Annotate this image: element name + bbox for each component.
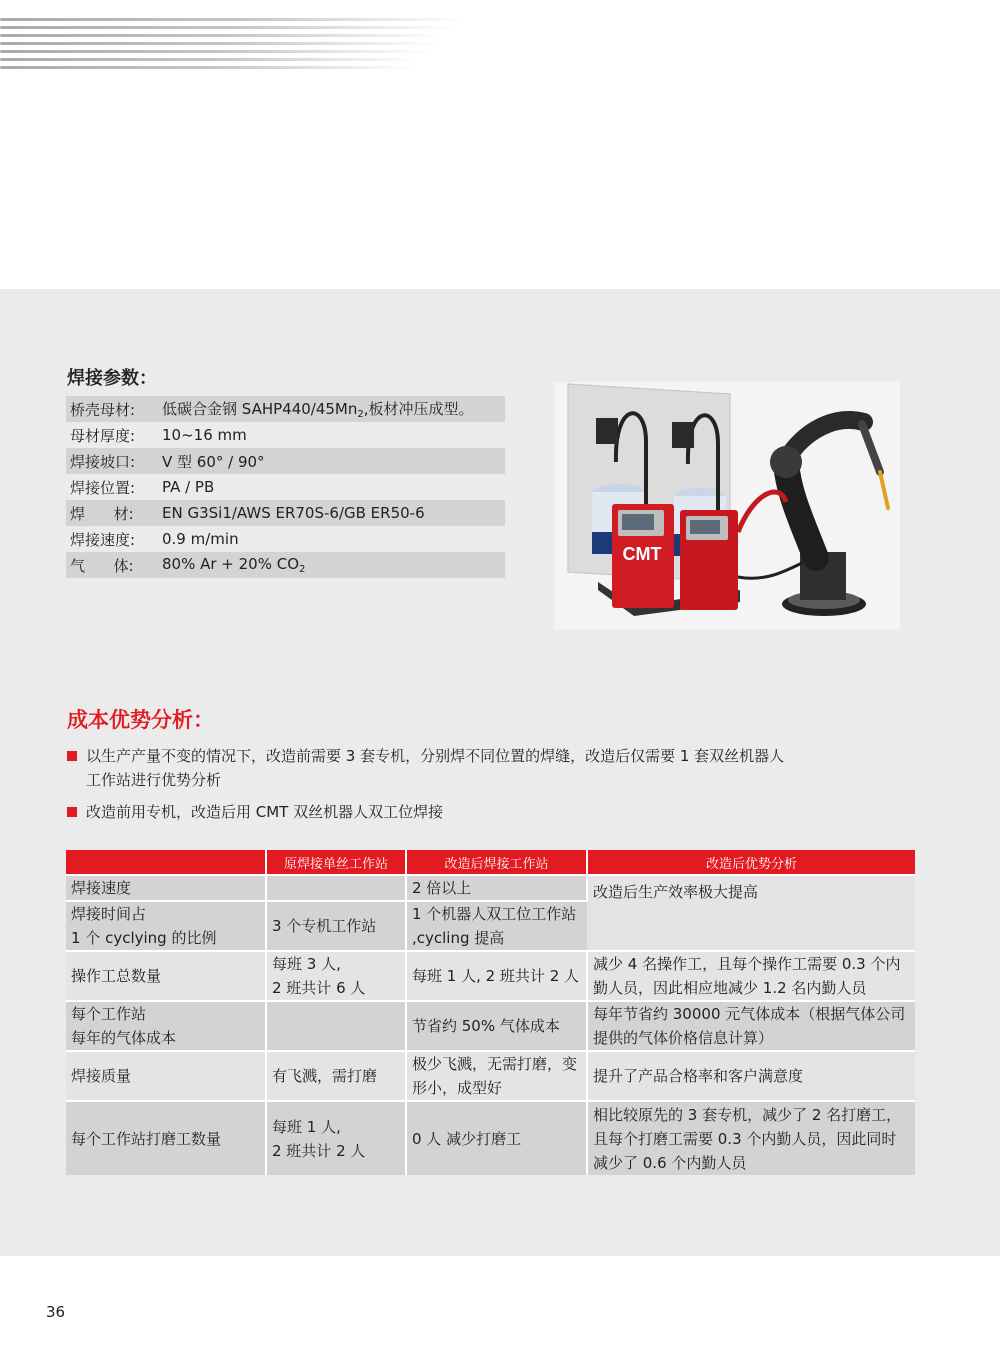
cost-bullets	[67, 744, 827, 832]
cell-before: 每班 1 人, 2 班共计 2 人	[266, 1101, 406, 1175]
cell-advantage: 改造后生产效率极大提高	[587, 875, 915, 951]
comparison-table	[66, 850, 915, 1175]
cell-before: 每班 3 人, 2 班共计 6 人	[266, 951, 406, 1001]
page-number: 36	[46, 1303, 66, 1321]
bullet-item	[67, 744, 827, 792]
param-value: 低碳合金钢 $SAHP440/45Mn_2$,板材冲压成型。	[162, 400, 474, 420]
cell-item: 操作工总数量	[66, 951, 266, 1001]
decorative-stripes	[0, 18, 480, 74]
cell-after: 1 个机器人双工位工作站 ,cycling 提高	[406, 901, 587, 951]
cell-after: 极少飞溅，无需打磨，变形小，成型好	[406, 1051, 587, 1101]
param-value: 10~16 mm	[162, 426, 247, 444]
header-after: 改造后焊接工作站	[406, 850, 587, 875]
cell-item: 焊接质量	[66, 1051, 266, 1101]
cell-after: 0 人 减少打磨工	[406, 1101, 587, 1175]
param-value: 0.9 m/min	[162, 530, 239, 548]
param-value: EN G3Si1/AWS ER70S-6/GB ER50-6	[162, 504, 425, 522]
param-label: 焊接坡口:	[70, 452, 136, 471]
param-row	[66, 396, 505, 422]
params-list	[66, 396, 505, 578]
table-header-row	[66, 850, 915, 875]
cell-before: 有飞溅，需打磨	[266, 1051, 406, 1101]
header-before: 原焊接单丝工作站	[266, 850, 406, 875]
param-value: V 型 60° / 90°	[162, 452, 265, 471]
welding-robot-photo	[554, 382, 900, 630]
table-row	[66, 1051, 915, 1101]
table-row	[66, 951, 915, 1001]
bullet-item	[67, 800, 827, 824]
param-row	[66, 552, 505, 578]
param-row	[66, 526, 505, 552]
square-bullet-icon	[67, 807, 77, 817]
cell-advantage: 每年节省约 30000 元气体成本（根据气体公司提供的气体价格信息计算）	[587, 1001, 915, 1051]
header-advantage: 改造后优势分析	[587, 850, 915, 875]
cell-after: 每班 1 人, 2 班共计 2 人	[406, 951, 587, 1001]
cell-before	[266, 1001, 406, 1051]
cell-before: 3 个专机工作站	[266, 901, 406, 951]
param-label: 母材厚度:	[70, 426, 136, 445]
cell-item: 焊接时间占 1 个 cyclying 的比例	[66, 901, 266, 951]
cell-item: 每个工作站打磨工数量	[66, 1101, 266, 1175]
table-row	[66, 1101, 915, 1175]
cell-before	[266, 875, 406, 901]
cell-advantage: 减少 4 名操作工，且每个操作工需要 0.3 个内勤人员，因此相应地减少 1.2 名内勤人员	[587, 951, 915, 1001]
cell-advantage: 相比较原先的 3 套专机，减少了 2 名打磨工，且每个打磨工需要 0.3 个内勤人员，因此同时减少了 0.6 个内勤人员	[587, 1101, 915, 1175]
param-value: PA / PB	[162, 478, 215, 496]
param-row	[66, 500, 505, 526]
param-label: 焊 材:	[70, 504, 134, 523]
cell-after: 2 倍以上	[406, 875, 587, 901]
param-row	[66, 422, 505, 448]
square-bullet-icon	[67, 751, 77, 761]
table-row	[66, 1001, 915, 1051]
param-value: 80% Ar + 20% $CO_2$	[162, 555, 306, 575]
param-label: 气 体:	[70, 556, 134, 575]
param-label: 焊接位置:	[70, 478, 136, 497]
bullet-text: 改造前用专机，改造后用 CMT 双丝机器人双工位焊接	[86, 803, 444, 821]
table-row	[66, 875, 915, 901]
param-label: 桥壳母材:	[70, 400, 136, 419]
cell-item: 每个工作站 每年的气体成本	[66, 1001, 266, 1051]
cmt-label: CMT	[622, 544, 662, 564]
param-row	[66, 474, 505, 500]
cell-advantage: 提升了产品合格率和客户满意度	[587, 1051, 915, 1101]
cost-analysis-title: 成本优势分析：	[67, 708, 214, 732]
cell-after: 节省约 50% 气体成本	[406, 1001, 587, 1051]
cell-item: 焊接速度	[66, 875, 266, 901]
bullet-text: 以生产产量不变的情况下，改造前需要 3 套专机，分别焊不同位置的焊缝，改造后仅需要 1 套双丝机器人工作站进行优势分析	[86, 747, 785, 789]
header-item	[66, 850, 266, 875]
param-row	[66, 448, 505, 474]
params-title: 焊接参数：	[67, 368, 157, 389]
param-label: 焊接速度:	[70, 530, 136, 549]
